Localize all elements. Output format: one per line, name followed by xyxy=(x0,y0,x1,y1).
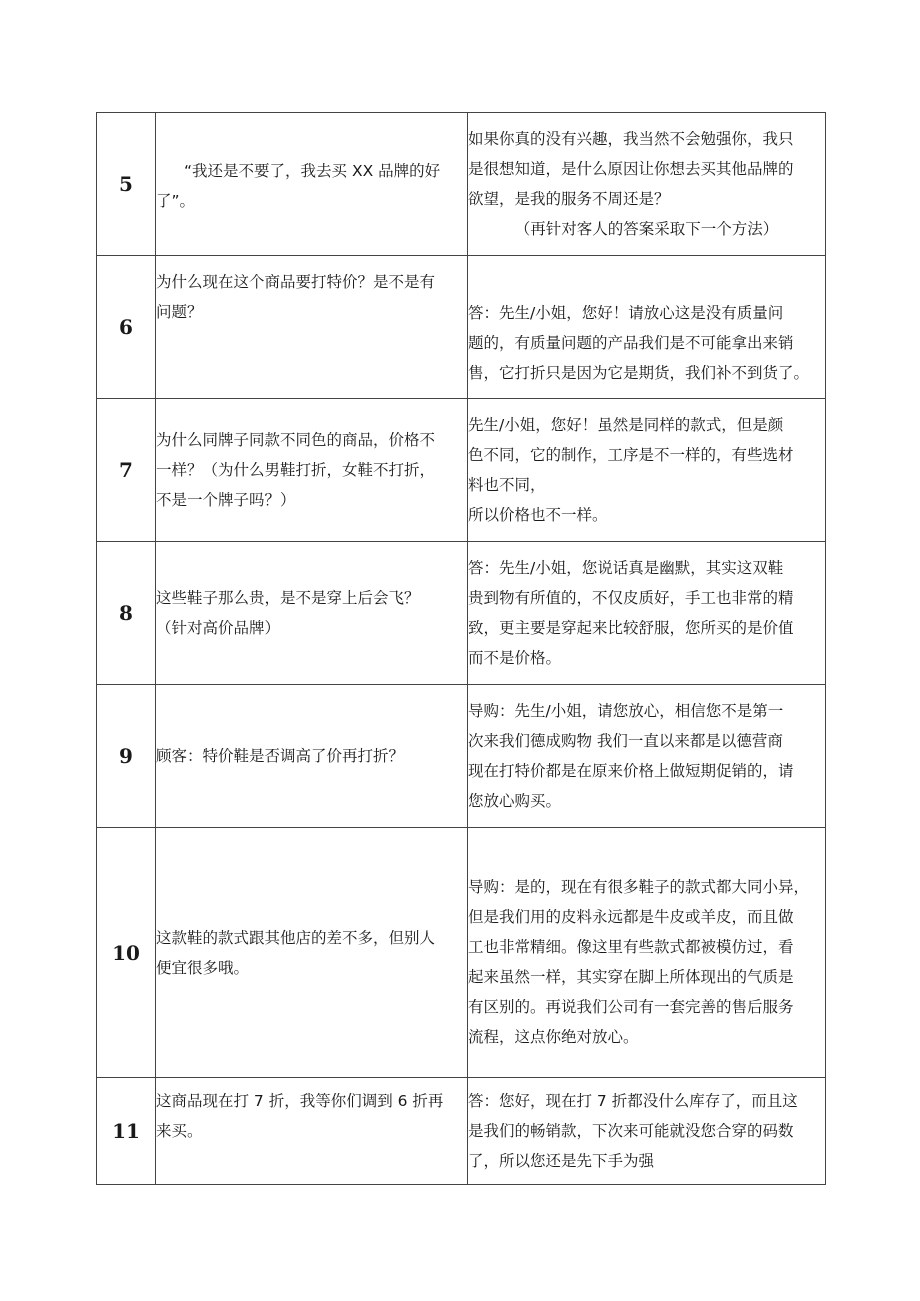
answer-line: 题的，有质量问题的产品我们是不可能拿出来销 xyxy=(468,334,794,352)
question-cell xyxy=(156,542,468,685)
answer-line: 流程，这点你绝对放心。 xyxy=(468,1028,639,1046)
answer-line: 有区别的。再说我们公司有一套完善的售后服务 xyxy=(468,998,794,1016)
question-cell xyxy=(156,1078,468,1185)
qa-table xyxy=(96,112,826,1185)
answer-line: 了，所以您还是先下手为强 xyxy=(468,1152,655,1170)
question-line: 为什么同牌子同款不同色的商品，价格不 xyxy=(156,431,436,449)
question-cell xyxy=(156,399,468,542)
qa-table-body xyxy=(97,113,826,1185)
answer-cell xyxy=(468,685,826,828)
answer-line: 导购：是的，现在有很多鞋子的款式都大同小异， xyxy=(468,878,810,896)
answer-cell xyxy=(468,542,826,685)
table-row xyxy=(97,113,826,256)
question-line: “我还是不要了，我去买 XX 品牌的好 xyxy=(184,162,441,180)
question-cell xyxy=(156,256,468,399)
answer-line: 次来我们德成购物 我们一直以来都是以德营商 xyxy=(468,732,783,750)
question-line: 为什么现在这个商品要打特价？是不是有 xyxy=(156,273,436,291)
answer-line: 答：先生/小姐，您说话真是幽默，其实这双鞋 xyxy=(468,559,784,577)
answer-line: 是我们的畅销款，下次来可能就没您合穿的码数 xyxy=(468,1122,794,1140)
answer-line: 色不同，它的制作，工序是不一样的，有些选材 xyxy=(468,446,794,464)
answer-line: 所以价格也不一样。 xyxy=(468,506,608,524)
row-number: 9 xyxy=(97,685,156,828)
answer-cell xyxy=(468,828,826,1078)
question-line: 了”。 xyxy=(156,192,196,210)
answer-cell xyxy=(468,256,826,399)
answer-line: 欲望，是我的服务不周还是？ xyxy=(468,190,670,208)
row-number: 8 xyxy=(97,542,156,685)
answer-line: 现在打特价都是在原来价格上做短期促销的，请 xyxy=(468,762,794,780)
question-cell xyxy=(156,685,468,828)
answer-line: 而不是价格。 xyxy=(468,649,562,667)
table-row xyxy=(97,256,826,399)
answer-line: 如果你真的没有兴趣，我当然不会勉强你，我只 xyxy=(468,130,794,148)
question-cell xyxy=(156,113,468,256)
answer-line: 贵到物有所值的，不仅皮质好，手工也非常的精 xyxy=(468,589,794,607)
table-row xyxy=(97,542,826,685)
table-row xyxy=(97,1078,826,1185)
question-line: 这商品现在打 7 折，我等你们调到 6 折再 xyxy=(156,1092,444,1110)
answer-cell xyxy=(468,113,826,256)
answer-line: 答：先生/小姐，您好！请放心这是没有质量问 xyxy=(468,304,784,322)
question-line: （针对高价品牌） xyxy=(156,619,281,637)
table-row xyxy=(97,828,826,1078)
answer-line: 售，它打折只是因为它是期货，我们补不到货了。 xyxy=(468,364,810,382)
question-cell xyxy=(156,828,468,1078)
answer-line: 您放心购买。 xyxy=(468,792,562,810)
question-line: 便宜很多哦。 xyxy=(156,958,250,977)
question-line: 来买。 xyxy=(156,1122,203,1140)
question-line: 问题？ xyxy=(156,303,203,321)
question-line: 这些鞋子那么贵，是不是穿上后会飞？ xyxy=(156,589,420,607)
table-row xyxy=(97,685,826,828)
row-number: 10 xyxy=(97,828,156,1078)
answer-line: （再针对客人的答案采取下一个方法） xyxy=(514,220,779,238)
answer-line: 答：您好，现在打 7 折都没什么库存了，而且这 xyxy=(468,1092,798,1110)
answer-cell xyxy=(468,1078,826,1185)
row-number: 11 xyxy=(97,1078,156,1185)
answer-line: 致，更主要是穿起来比较舒服，您所买的是价值 xyxy=(468,619,794,637)
question-line: 一样？（为什么男鞋打折，女鞋不打折， xyxy=(156,461,436,479)
question-line: 这款鞋的款式跟其他店的差不多，但别人 xyxy=(156,928,436,947)
row-number: 5 xyxy=(97,113,156,256)
question-line: 不是一个牌子吗？） xyxy=(156,491,296,509)
table-row xyxy=(97,399,826,542)
answer-line: 起来虽然一样，其实穿在脚上所体现出的气质是 xyxy=(468,968,794,986)
answer-line: 但是我们用的皮料永远都是牛皮或羊皮，而且做 xyxy=(468,908,794,926)
question-line: 顾客：特价鞋是否调高了价再打折？ xyxy=(156,747,405,765)
row-number: 6 xyxy=(97,256,156,399)
answer-line: 是很想知道，是什么原因让你想去买其他品牌的 xyxy=(468,160,794,178)
answer-line: 导购：先生/小姐，请您放心，相信您不是第一 xyxy=(468,702,784,720)
answer-line: 先生/小姐，您好！虽然是同样的款式，但是颜 xyxy=(468,416,784,434)
answer-line: 工也非常精细。像这里有些款式都被模仿过，看 xyxy=(468,938,794,956)
answer-line: 料也不同， xyxy=(468,476,546,494)
row-number: 7 xyxy=(97,399,156,542)
answer-cell xyxy=(468,399,826,542)
